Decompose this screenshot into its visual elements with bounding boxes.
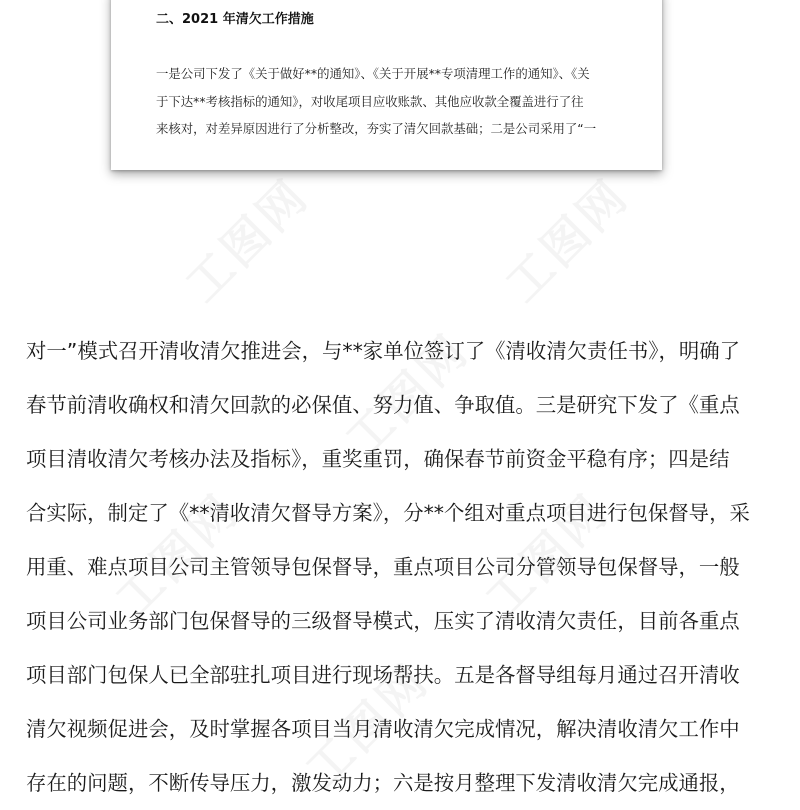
body-paragraph — [26, 324, 786, 810]
body-text-line: 项目公司业务部门包保督导的三级督导模式，压实了清收清欠责任，目前各重点 — [26, 609, 740, 633]
body-text-line: 合实际，制定了《**清收清欠督导方案》，分**个组对重点项目进行包保督导，采 — [26, 501, 750, 525]
watermark — [169, 162, 322, 315]
card-text-line: 来核对，对差异原因进行了分析整改，夯实了清欠回款基础；二是公司采用了“一 — [156, 121, 597, 136]
body-text-line: 存在的问题，不断传导压力，激发动力；六是按月整理下发清收清欠完成通报， — [26, 771, 740, 795]
document-preview-card — [111, 0, 662, 170]
watermark — [489, 162, 642, 315]
body-text-line: 用重、难点项目公司主管领导包保督导，重点项目公司分管领导包保督导，一般 — [26, 555, 740, 579]
body-text-line: 项目部门包保人已全部驻扎项目进行现场帮扶。五是各督导组每月通过召开清收 — [26, 663, 740, 687]
card-text-line: 一是公司下发了《关于做好**的通知》、《关于开展**专项清理工作的通知》、《关 — [156, 66, 590, 81]
body-text-line: 对一”模式召开清收清欠推进会，与**家单位签订了《清收清欠责任书》，明确了 — [26, 339, 741, 363]
body-text-line: 项目清收清欠考核办法及指标》，重奖重罚，确保春节前资金平稳有序；四是结 — [26, 447, 730, 471]
section-heading: 二、2021 年清欠工作措施 — [156, 12, 314, 27]
card-paragraph — [156, 60, 648, 143]
body-text-line: 清欠视频促进会，及时掌握各项目当月清收清欠完成情况，解决清收清欠工作中 — [26, 717, 740, 741]
body-text-line: 春节前清收确权和清欠回款的必保值、努力值、争取值。三是研究下发了《重点 — [26, 393, 740, 417]
card-text-line: 于下达**考核指标的通知》，对收尾项目应收账款、其他应收款全覆盖进行了往 — [156, 93, 584, 109]
